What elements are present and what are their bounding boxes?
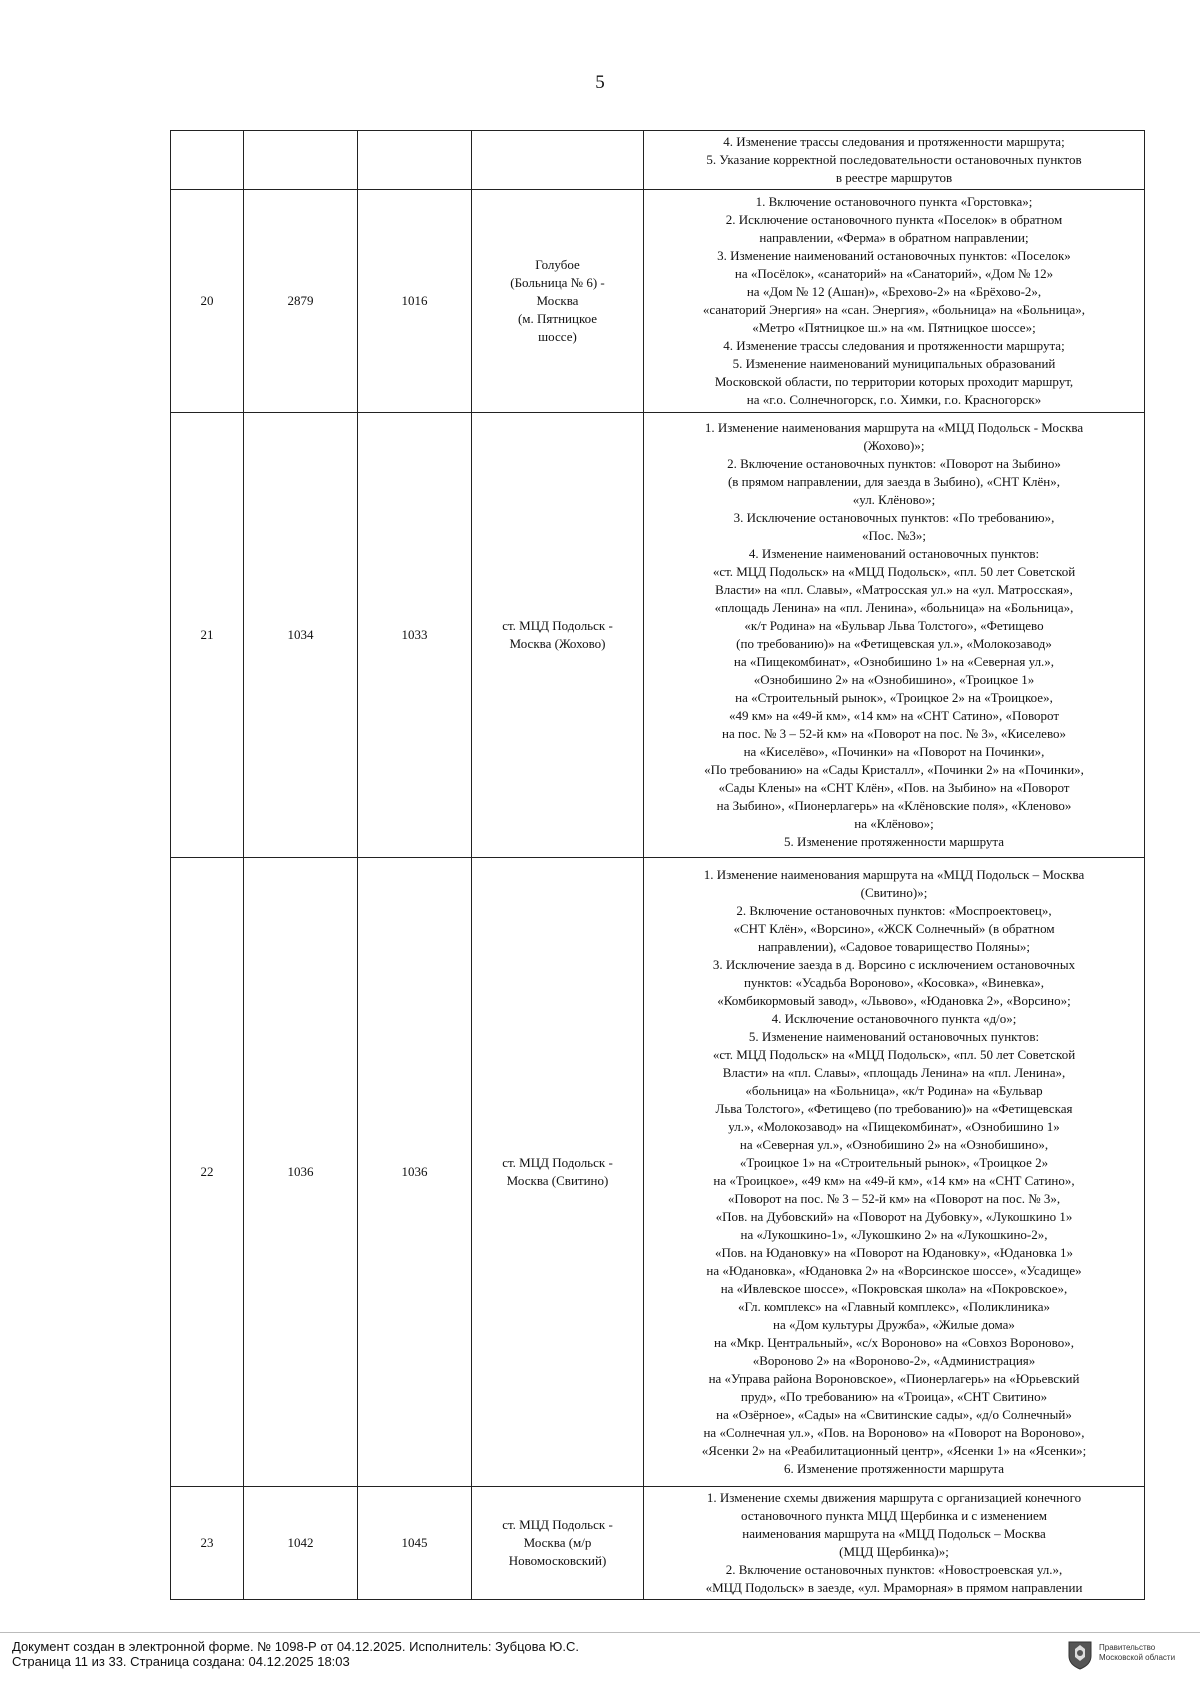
routes-table — [170, 130, 1145, 1600]
cell-registry-number: 1036 — [244, 858, 358, 1487]
change-line: на «Юдановка», «Юдановка 2» на «Ворсинское шоссе», «Усадище» — [706, 1263, 1082, 1278]
cell-number: 21 — [171, 413, 244, 858]
change-line: на «Управа района Вороновское», «Пионерлагерь» на «Юрьевский — [708, 1371, 1080, 1386]
change-line: на «Строительный рынок», «Троицкое 2» на «Троицкое», — [735, 690, 1053, 705]
change-line: «Троицкое 1» на «Строительный рынок», «Троицкое 2» — [739, 1155, 1049, 1170]
change-line: на «Озёрное», «Сады» на «Свитинские сады», «д/о Солнечный» — [716, 1407, 1072, 1422]
change-line: на «Солнечная ул.», «Пов. на Вороново» на «Поворот на Вороново», — [703, 1425, 1085, 1440]
cell-route-name — [472, 190, 644, 413]
logo-caption-line: Правительство — [1099, 1643, 1156, 1652]
route-name-line: (м. Пятницкое — [517, 311, 598, 326]
table-row — [171, 131, 1145, 190]
change-line: (Жохово)»; — [863, 438, 925, 453]
change-line: на «Северная ул.», «Ознобишино 2» на «Ознобишино», — [739, 1137, 1049, 1152]
change-line: 3. Исключение остановочных пунктов: «По требованию», — [733, 510, 1055, 525]
change-line: (МЦД Щербинка)»; — [839, 1544, 949, 1559]
change-line: на «Дом культуры Дружба», «Жилые дома» — [773, 1317, 1015, 1332]
change-line: 1. Изменение наименования маршрута на «МЦД Подольск – Москва — [703, 867, 1085, 882]
change-line: «По требованию» на «Сады Кристалл», «Починки 2» на «Починки», — [704, 762, 1084, 777]
change-line: 4. Изменение трассы следования и протяженности маршрута; — [723, 134, 1065, 149]
government-logo — [1067, 1640, 1197, 1674]
change-line: 5. Изменение протяженности маршрута — [783, 834, 1005, 849]
coat-of-arms-icon — [1067, 1640, 1093, 1670]
change-line: Московской области, по территории которых проходит маршрут, — [714, 374, 1074, 389]
change-line: 5. Указание корректной последовательности остановочных пунктов — [706, 152, 1082, 167]
change-line: наименования маршрута на «МЦД Подольск – Москва — [742, 1526, 1046, 1541]
cell-route-name — [472, 413, 644, 858]
cell-route-name — [472, 858, 644, 1487]
document-footer — [12, 1639, 579, 1669]
cell-number: 22 — [171, 858, 244, 1487]
change-line: 2. Включение остановочных пунктов: «Поворот на Зыбино» — [727, 456, 1061, 471]
logo-caption — [1099, 1643, 1175, 1663]
change-line: 3. Изменение наименований остановочных пунктов: «Поселок» — [717, 248, 1071, 263]
change-line: Власти» на «пл. Славы», «площадь Ленина» на «пл. Ленина», — [722, 1065, 1066, 1080]
table-row — [171, 190, 1145, 413]
change-line: направлении, «Ферма» в обратном направлении; — [759, 230, 1029, 245]
change-line: на пос. № 3 – 52-й км» на «Поворот на пос. № 3», «Киселево» — [722, 726, 1066, 741]
change-line: 3. Исключение заезда в д. Ворсино с исключением остановочных — [712, 957, 1076, 972]
change-line: 2. Включение остановочных пунктов: «Новостроевская ул.», — [725, 1562, 1063, 1577]
change-line: остановочного пункта МЦД Щербинка и с изменением — [741, 1508, 1047, 1523]
change-line: «Пос. №3»; — [862, 528, 926, 543]
cell-registry-number: 1034 — [244, 413, 358, 858]
change-line: пруд», «По требованию» на «Троица», «СНТ Свитино» — [740, 1389, 1048, 1404]
change-line: 2. Исключение остановочного пункта «Поселок» в обратном — [725, 212, 1063, 227]
change-line: на «Пищекомбинат», «Ознобишино 1» на «Северная ул.», — [733, 654, 1055, 669]
change-line: 6. Изменение протяженности маршрута — [783, 1461, 1005, 1476]
change-line: пунктов: «Усадьба Вороново», «Косовка», «Виневка», — [743, 975, 1045, 990]
change-line: «ст. МЦД Подольск» на «МЦД Подольск», «пл. 50 лет Советской — [712, 564, 1076, 579]
route-name-line: Москва (Жохово) — [509, 636, 606, 651]
change-line: (по требованию)» на «Фетищевская ул.», «Молокозавод» — [736, 636, 1052, 651]
route-name-line: Новомосковский) — [508, 1553, 607, 1568]
change-line: ул.», «Молокозавод» на «Пищекомбинат», «Ознобишино 1» — [728, 1119, 1060, 1134]
change-line: на Зыбино», «Пионерлагерь» на «Клёновские поля», «Кленово» — [716, 798, 1072, 813]
route-name-line: Москва — [536, 293, 579, 308]
change-line: Власти» на «пл. Славы», «Матросская ул.» на «ул. Матросская», — [715, 582, 1073, 597]
change-line: «Пов. на Дубовский» на «Поворот на Дубовку», «Лукошкино 1» — [715, 1209, 1073, 1224]
change-line: на «Троицкое», «49 км» на «49-й км», «14 км» на «СНТ Сатино», — [713, 1173, 1075, 1188]
change-line: «к/т Родина» на «Бульвар Льва Толстого», «Фетищево — [744, 618, 1044, 633]
change-line: 4. Исключение остановочного пункта «д/о»; — [771, 1011, 1017, 1026]
route-name-line: (Больница № 6) - — [510, 275, 605, 290]
change-line: «санаторий Энергия» на «сан. Энергия», «больница» на «Больница», — [702, 302, 1086, 317]
change-line: «Вороново 2» на «Вороново-2», «Администрация» — [752, 1353, 1036, 1368]
change-line: «Гл. комплекс» на «Главный комплекс», «Поликлиника» — [737, 1299, 1051, 1314]
change-line: «больница» на «Больница», «к/т Родина» на «Бульвар — [745, 1083, 1043, 1098]
change-line: на «Дом № 12 (Ашан)», «Брехово-2» на «Брёхово-2», — [746, 284, 1042, 299]
change-line: «МЦД Подольск» в заезде, «ул. Мраморная» в прямом направлении — [705, 1580, 1083, 1595]
change-line: «СНТ Клён», «Ворсино», «ЖСК Солнечный» (в обратном — [733, 921, 1055, 936]
cell-changes — [644, 858, 1145, 1487]
change-line: «Поворот на пос. № 3 – 52-й км» на «Поворот на пос. № 3», — [727, 1191, 1061, 1206]
table-row — [171, 858, 1145, 1487]
page-number: 5 — [595, 72, 605, 93]
change-line: 5. Изменение наименований остановочных пунктов: — [748, 1029, 1040, 1044]
change-line: 1. Изменение наименования маршрута на «МЦД Подольск - Москва — [704, 420, 1084, 435]
footer-line-page: Страница 11 из 33. Страница создана: 04.12.2025 18:03 — [12, 1654, 350, 1669]
change-line: 1. Изменение схемы движения маршрута с организацией конечного — [706, 1490, 1082, 1505]
change-line: «Пов. на Юдановку» на «Поворот на Юдановку», «Юдановка 1» — [714, 1245, 1073, 1260]
change-line: «49 км» на «49-й км», «14 км» на «СНТ Сатино», «Поворот — [728, 708, 1059, 723]
route-name-line: ст. МЦД Подольск - — [502, 1155, 613, 1170]
cell-changes — [644, 1487, 1145, 1600]
route-name-line: Москва (Свитино) — [506, 1173, 609, 1188]
change-line: на «Киселёво», «Починки» на «Поворот на Починки», — [743, 744, 1045, 759]
change-line: «Комбикормовый завод», «Львово», «Юдановка 2», «Ворсино»; — [717, 993, 1071, 1008]
cell-route-number — [358, 131, 472, 190]
change-line: 4. Изменение наименований остановочных пунктов: — [748, 546, 1040, 561]
route-name-line: ст. МЦД Подольск - — [502, 618, 613, 633]
change-line: «Метро «Пятницкое ш.» на «м. Пятницкое шоссе»; — [752, 320, 1036, 335]
change-line: «площадь Ленина» на «пл. Ленина», «больница» на «Больница», — [714, 600, 1074, 615]
change-line: «ст. МЦД Подольск» на «МЦД Подольск», «пл. 50 лет Советской — [712, 1047, 1076, 1062]
change-line: «Ознобишино 2» на «Ознобишино», «Троицкое 1» — [753, 672, 1035, 687]
cell-route-number: 1016 — [358, 190, 472, 413]
change-line: (в прямом направлении, для заезда в Зыбино), «СНТ Клён», — [727, 474, 1061, 489]
cell-route-number: 1033 — [358, 413, 472, 858]
change-line: на «Лукошкино-1», «Лукошкино 2» на «Лукошкино-2», — [740, 1227, 1048, 1242]
cell-registry-number — [244, 131, 358, 190]
cell-route-name — [472, 1487, 644, 1600]
footer-divider — [0, 1632, 1200, 1633]
cell-number — [171, 131, 244, 190]
cell-number: 20 — [171, 190, 244, 413]
change-line: 4. Изменение трассы следования и протяженности маршрута; — [723, 338, 1065, 353]
cell-number: 23 — [171, 1487, 244, 1600]
cell-route-name — [472, 131, 644, 190]
change-line: «Сады Клены» на «СНТ Клён», «Пов. на Зыбино» на «Поворот — [718, 780, 1070, 795]
cell-route-number: 1045 — [358, 1487, 472, 1600]
cell-route-number: 1036 — [358, 858, 472, 1487]
change-line: на «г.о. Солнечногорск, г.о. Химки, г.о. Красногорск» — [746, 392, 1042, 407]
route-name-line: Голубое — [535, 257, 580, 272]
cell-changes — [644, 131, 1145, 190]
change-line: на «Мкр. Центральный», «с/х Вороново» на «Совхоз Вороново», — [714, 1335, 1074, 1350]
change-line: на «Посёлок», «санаторий» на «Санаторий», «Дом № 12» — [734, 266, 1054, 281]
change-line: на «Ивлевское шоссе», «Покровская школа» на «Покровское», — [720, 1281, 1068, 1296]
cell-changes — [644, 413, 1145, 858]
route-name-line: ст. МЦД Подольск - — [502, 1517, 613, 1532]
change-line: «ул. Клёново»; — [852, 492, 936, 507]
routes-table-body — [171, 131, 1145, 1600]
logo-caption-line: Московской области — [1099, 1653, 1176, 1662]
change-line: 2. Включение остановочных пунктов: «Моспроектовец», — [736, 903, 1052, 918]
change-line: на «Клёново»; — [854, 816, 934, 831]
table-row — [171, 413, 1145, 858]
change-line: (Свитино)»; — [860, 885, 928, 900]
change-line: направлении), «Садовое товарищество Поляны»; — [757, 939, 1031, 954]
route-name-line: Москва (м/р — [523, 1535, 592, 1550]
footer-line-document: Документ создан в электронной форме. № 1098-Р от 04.12.2025. Исполнитель: Зубцова Ю.С. — [12, 1639, 579, 1654]
cell-registry-number: 2879 — [244, 190, 358, 413]
change-line: 5. Изменение наименований муниципальных образований — [732, 356, 1056, 371]
cell-registry-number: 1042 — [244, 1487, 358, 1600]
change-line: 1. Включение остановочного пункта «Горстовка»; — [755, 194, 1033, 209]
change-line: Льва Толстого», «Фетищево (по требованию)» на «Фетищевская — [715, 1101, 1073, 1116]
change-line: в реестре маршрутов — [835, 170, 953, 185]
table-row — [171, 1487, 1145, 1600]
route-name-line: шоссе) — [538, 329, 577, 344]
change-line: «Ясенки 2» на «Реабилитационный центр», «Ясенки 1» на «Ясенки»; — [701, 1443, 1087, 1458]
cell-changes — [644, 190, 1145, 413]
